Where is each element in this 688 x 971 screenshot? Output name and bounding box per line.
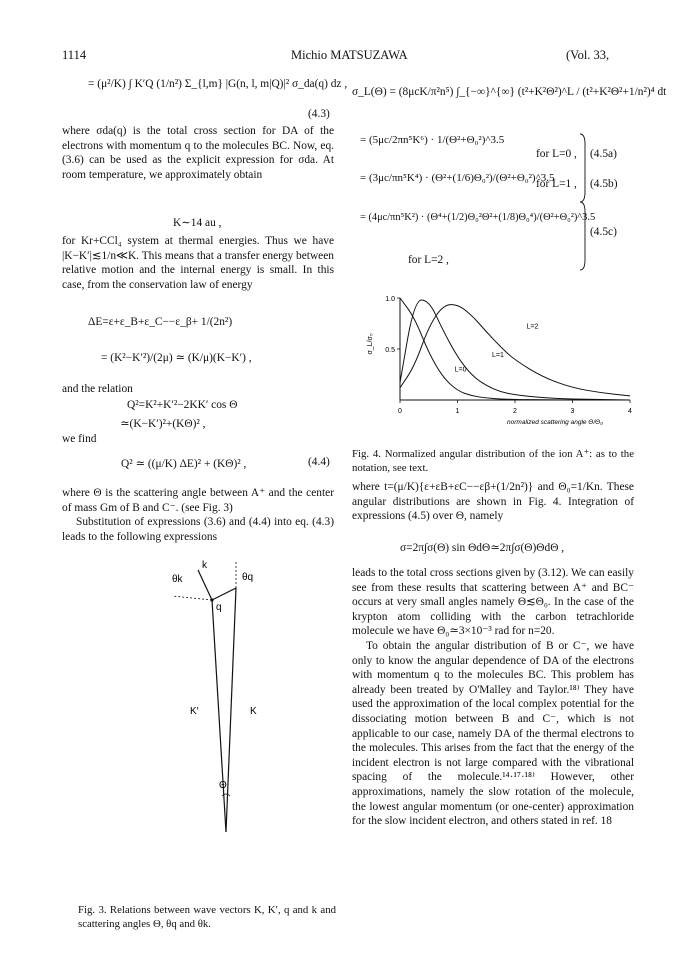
- x-tick-label: 4: [628, 408, 632, 415]
- series-line-l-2: [400, 305, 630, 396]
- y-tick-label: 1.0: [385, 296, 395, 303]
- equation-label-4-3: (4.3): [308, 108, 330, 120]
- figure-3-vector-diagram: [150, 556, 280, 840]
- equation-energy-conservation: ΔE=ε+ε_B+ε_C−−ε_β+ 1/(2n²): [88, 316, 233, 328]
- vertex-dot: [210, 598, 213, 601]
- label-k: k: [202, 560, 207, 571]
- equation-4-5c: = (4μc/πn⁵K²) · (Θ⁴+(1/2)Θ₀²Θ²+(1/8)Θ₀⁴)/(Θ²+Θ₀²)^3.5: [360, 212, 596, 223]
- label-theta-k: θk: [172, 574, 183, 585]
- equation-4-3: = (μ²/K) ∫ K′Q (1/n²) Σ_{l,m} |G(n, l, m|Q)|² σ_da(q) dz ,: [88, 78, 348, 90]
- running-author: Michio MATSUZAWA: [291, 48, 408, 62]
- paragraph-substitution: Substitution of expressions (3.6) and (4.4) into eq. (4.3) leads to the following expressions: [62, 516, 334, 543]
- figure-4-chart: [360, 284, 640, 434]
- equation-4-5c-condition: for L=2 ,: [408, 254, 449, 266]
- equation-4-5b-condition: for L=1 ,: [536, 178, 577, 190]
- equation-4-4: Q² ≃ ((μ/K) ΔE)² + (KΘ)² ,: [121, 458, 247, 470]
- series-label-l-1: L=1: [492, 352, 504, 360]
- label-theta-q: θq: [242, 572, 254, 583]
- paragraph-total-cross-sections: leads to the total cross sections given by (3.12). We can easily see from these results that scattering between A⁺ and BC⁻ occurs at very small angles namely Θ≲Θ₀. In the case of the krypton atom colliding with the carbon tetrachloride molecule we have Θ₀≃3×10⁻³ rad for n=20.: [352, 567, 634, 638]
- equation-4-5a-condition: for L=0 ,: [536, 148, 577, 160]
- paragraph-angular-distribution-b: To obtain the angular distribution of B or C⁻, we have only to know the angular dependence of DA of the electrons with momentum q to the molecules BC. This problem has already been treated by O'Malley and Taylor.¹⁸⁾ They have used the approximation of the local complex potential for the dissociating motion between B and C⁻, which is not applicable to our case, namely DA of the thermal electrons to the molecules. This arises from the fact that the energy of the incident electron is not large compared with the vibrational spacing of the molecule.¹⁴·¹⁷·¹⁸⁾ However, other approximations, namely the slow rotation of the molecule, the lowest angular momentum (or one-center) approximation for the slow incident electron, and others stated in ref. 18: [352, 639, 634, 828]
- x-tick-label: 0: [398, 408, 402, 415]
- text-we-find: we find: [62, 433, 97, 445]
- reference-dashed-k: [172, 596, 212, 600]
- paragraph-da-cross-section: where σda(q) is the total cross section for DA of the electrons with momentum q to the molecules BC. Now, eq. (3.6) can be used as the explicit expression for σda. At room temperature, we approximately obtain: [62, 125, 334, 181]
- label-q: q: [216, 602, 222, 613]
- vector-K-prime: [212, 600, 226, 832]
- text-and-relation: and the relation: [62, 383, 133, 395]
- y-tick-label: 0.5: [385, 347, 395, 354]
- equation-q2-exact: Q²=K²+K′²−2KK′ cos Θ: [127, 399, 238, 411]
- series-label-l-0: L=0: [454, 366, 467, 374]
- series-line-l-1: [400, 300, 630, 400]
- equation-energy-approx: = (K²−K′²)/(2μ) ≃ (K/μ)(K−K′) ,: [101, 352, 252, 364]
- vector-k: [198, 570, 212, 600]
- x-axis-label: normalized scattering angle Θ/Θ₀: [507, 419, 603, 426]
- equation-4-5-head: σ_L(Θ) = (8μcK/π²n⁵) ∫_{−∞}^{∞} (t²+K²Θ²)^L / (t²+K²Θ²+1/n²)⁴ dt: [352, 86, 667, 98]
- x-tick-label: 2: [513, 408, 517, 415]
- paragraph-scattering-angle: where Θ is the scattering angle between A⁺ and the center of mass Gm of B and C⁻. (see Fig. 3): [62, 487, 334, 514]
- y-axis-label: σ_L/σ₀: [367, 333, 374, 355]
- equation-label-4-5a: (4.5a): [590, 148, 617, 160]
- equation-label-4-4: (4.4): [308, 456, 330, 468]
- x-tick-label: 3: [570, 408, 575, 415]
- vector-K: [226, 588, 236, 832]
- series-label-l-2: L=2: [526, 323, 539, 331]
- x-tick-label: 1: [455, 408, 460, 415]
- paragraph-angular-distributions: where t=(μ/K){ε+εB+εC−−εβ+(1/2n²)} and Θ₀=1/Kn. These angular distributions are shown in Fig. 4. Integration of expressions (4.5) over Θ, namely: [352, 481, 634, 523]
- equation-label-4-5c: (4.5c): [590, 226, 617, 238]
- equation-q2-approx: ≃(K−K′)²+(KΘ)² ,: [120, 418, 206, 430]
- figure-4-caption: Fig. 4. Normalized angular distribution of the ion A⁺: as to the notation, see text.: [352, 448, 634, 474]
- figure-3-caption: Fig. 3. Relations between wave vectors K, K′, q and k and scattering angles Θ, θq and θk.: [78, 904, 336, 930]
- label-K-prime: K′: [190, 706, 199, 717]
- equation-k14: K∼14 au ,: [173, 217, 222, 229]
- page-number: 1114: [62, 48, 87, 62]
- equation-4-5a: = (5μc/2πn⁵K⁶) · 1/(Θ²+Θ₀²)^3.5: [360, 134, 505, 146]
- vector-q: [212, 588, 236, 600]
- label-K: K: [250, 706, 257, 717]
- label-Theta: Θ: [219, 780, 227, 791]
- equation-4-5b: = (3μc/πn⁵K⁴) · (Θ²+(1/6)Θ₀²)/(Θ²+Θ₀²)^3.5: [360, 172, 555, 184]
- equation-label-4-5b: (4.5b): [590, 178, 618, 190]
- volume-label: (Vol. 33,: [566, 48, 610, 62]
- paragraph-kr-ccl4: for Kr+CCl₄ system at thermal energies. Thus we have |K−K′|≲1/n≪K. This means that a transfer energy between relative motion and the internal energy is small. In this case, from the conservation law of energy: [62, 235, 334, 291]
- equation-brace: [578, 132, 588, 272]
- equation-sigma-integral: σ=2π∫σ(Θ) sin ΘdΘ≃2π∫σ(Θ)ΘdΘ ,: [400, 542, 565, 554]
